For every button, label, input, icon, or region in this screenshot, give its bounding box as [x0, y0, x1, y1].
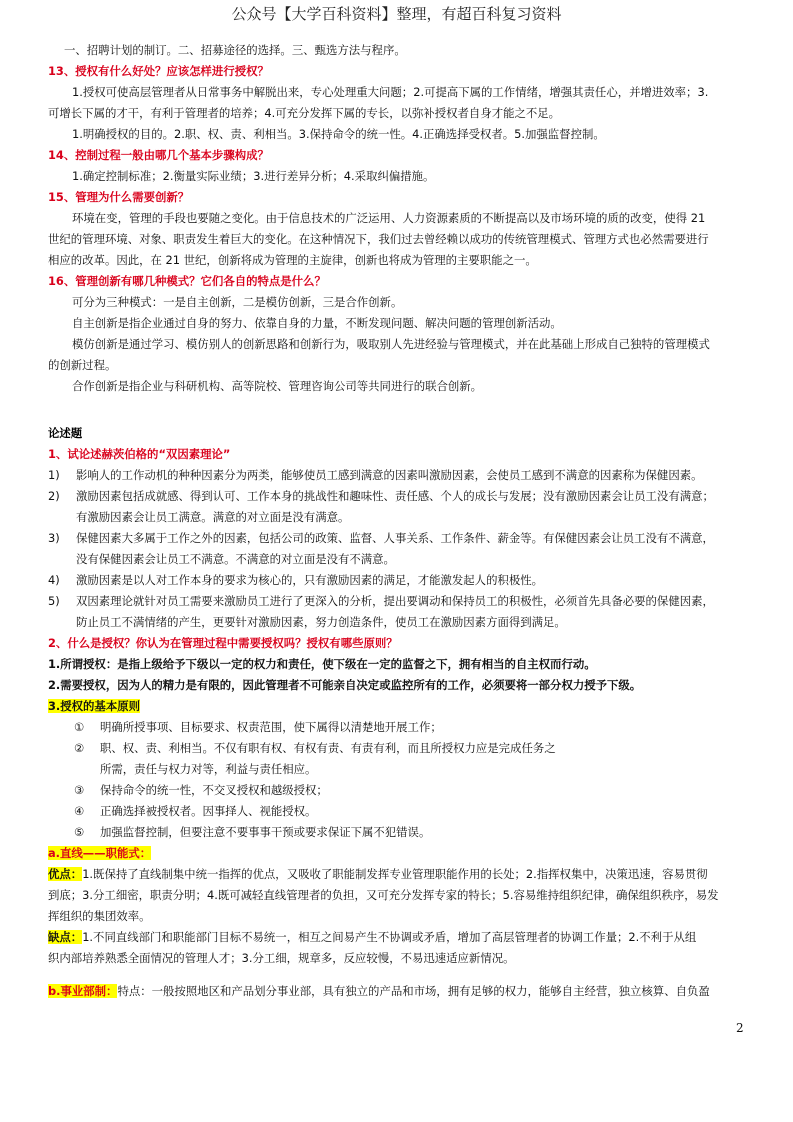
subsection-a-title: a.直线——职能式：	[48, 846, 152, 860]
document-body	[48, 40, 748, 1002]
body-line: 自主创新是指企业通过自身的努力、依靠自身的力量，不断发现问题、解决问题的管理创新活动。	[72, 316, 562, 330]
essay-section-title: 论述题	[48, 426, 83, 440]
principle-item	[48, 717, 748, 738]
principle-item	[48, 738, 748, 759]
item-number: 5)	[48, 594, 60, 608]
item-text: 激励因素是以人对工作本身的要求为核心的，只有激励因素的满足，才能激发起人的积极性。	[76, 573, 544, 587]
item-text: 双因素理论就针对员工需要来激励员工进行了更深入的分析，提出要调动和保持员工的积极性，必须首先具备必要的保健因素，	[76, 594, 714, 608]
item-text: 明确所授事项、目标要求、权责范围，使下属得以清楚地开展工作；	[100, 720, 442, 734]
item-number: ③	[74, 783, 85, 797]
disadvantages-line	[48, 927, 748, 948]
body-line: 可增长下属的才干，有利于管理者的培养；4.可充分发挥下属的专长，以弥补授权者自身才能之不足。	[48, 106, 561, 120]
body-line: 的创新过程。	[48, 358, 117, 372]
body-line: 合作创新是指企业与科研机构、高等院校、管理咨询公司等共同进行的联合创新。	[72, 379, 483, 393]
essay-question-1: 1、试论述赫茨伯格的“双因素理论”	[48, 447, 231, 461]
page-number: 2	[736, 1021, 744, 1035]
subsection-a	[48, 843, 748, 864]
body-line: 1.确定控制标准；2.衡量实际业绩；3.进行差异分析；4.采取纠偏措施。	[72, 169, 435, 183]
item-number: 1)	[48, 468, 60, 482]
body-line: 一、招聘计划的制订。二、招募途径的选择。三、甄选方法与程序。	[64, 43, 406, 57]
item-continuation: 所需，责任与权力对等，利益与责任相应。	[100, 762, 317, 776]
numbered-item	[48, 528, 748, 549]
disadvantages-text: 1.不同直线部门和职能部门目标不易统一，相互之间易产生不协调或矛盾，增加了高层管理者的协调工作量；2.不利于从组	[82, 930, 697, 944]
question-heading-15: 15、管理为什么需要创新？	[48, 190, 190, 204]
item-text: 加强监督控制，但要注意不要事事干预或要求保证下属不犯错误。	[100, 825, 431, 839]
numbered-item	[48, 591, 748, 612]
item-text: 保持命令的统一性，不交叉授权和越级授权；	[100, 783, 328, 797]
principle-item	[48, 780, 748, 801]
question-heading-16: 16、管理创新有哪几种模式？它们各自的特点是什么？	[48, 274, 326, 288]
principle-item	[48, 822, 748, 843]
item-number: ④	[74, 804, 85, 818]
subsection-b-title: b.事业部制：	[48, 984, 118, 998]
advantages-label: 优点：	[48, 867, 83, 881]
body-line: 世纪的管理环境、对象、职责发生着巨大的变化。在这种情况下，我们过去曾经赖以成功的传统管理模式、管理方式也必然需要进行	[48, 232, 709, 246]
item-text: 影响人的工作动机的种种因素分为两类，能够使员工感到满意的因素叫激励因素，会使员工感到不满意的因素称为保健因素。	[76, 468, 703, 482]
body-line: 模仿创新是通过学习、模仿别人的创新思路和创新行为，吸取别人先进经验与管理模式，并在此基础上形成自己独特的管理模式	[72, 337, 710, 351]
numbered-item	[48, 465, 748, 486]
item-continuation: 有激励因素会让员工满意。满意的对立面是没有满意。	[76, 510, 350, 524]
body-line: 1.明确授权的目的。2.职、权、责、利相当。3.保持命令的统一性。4.正确选择受权者。5.加强监督控制。	[72, 127, 605, 141]
numbered-item	[48, 570, 748, 591]
question-heading-14: 14、控制过程一般由哪几个基本步骤构成？	[48, 148, 269, 162]
essay-question-2: 2、什么是授权？你认为在管理过程中需要授权吗？授权有哪些原则？	[48, 636, 398, 650]
principle-item	[48, 801, 748, 822]
item-number: 2)	[48, 489, 60, 503]
item-number: 4)	[48, 573, 60, 587]
advantages-line	[48, 864, 748, 885]
item-text: 职、权、责、利相当。不仅有职有权、有权有责、有责有利，而且所授权力应是完成任务之	[100, 741, 556, 755]
item-number: ⑤	[74, 825, 85, 839]
subsection-b	[48, 981, 748, 1002]
item-text: 正确选择被授权者。因事择人、视能授权。	[100, 804, 317, 818]
body-line: 2.需要授权，因为人的精力是有限的，因此管理者不可能亲自决定或监控所有的工作，必须要将一部分权力授予下级。	[48, 678, 642, 692]
item-number: ①	[74, 720, 85, 734]
body-line: 相应的改革。因此，在 21 世纪，创新将成为管理的主旋律，创新也将成为管理的主要职能之一。	[48, 253, 537, 267]
page-header: 公众号【大学百科资料】整理，有超百科复习资料	[231, 5, 562, 23]
body-line: 织内部培养熟悉全面情况的管理人才；3.分工细，规章多，反应较慢，不易迅速适应新情况。	[48, 951, 515, 965]
disadvantages-label: 缺点：	[48, 930, 83, 944]
item-number: ②	[74, 741, 85, 755]
question-heading-13: 13、授权有什么好处？应该怎样进行授权？	[48, 64, 269, 78]
body-line: 挥组织的集团效率。	[48, 909, 151, 923]
item-continuation: 没有保健因素会让员工不满意。不满意的对立面是没有不满意。	[76, 552, 395, 566]
numbered-item	[48, 486, 748, 507]
advantages-text: 1.既保持了直线制集中统一指挥的优点，又吸收了职能制发挥专业管理职能作用的长处；2.指挥权集中，决策迅速，容易贯彻	[82, 867, 708, 881]
principles-heading-text: 3.授权的基本原则	[48, 699, 140, 713]
item-text: 激励因素包括成就感、得到认可、工作本身的挑战性和趣味性、责任感、个人的成长与发展；没有激励因素会让员工没有满意；	[76, 489, 714, 503]
body-line: 1.所谓授权：是指上级给予下级以一定的权力和责任，使下级在一定的监督之下，拥有相当的自主权而行动。	[48, 657, 596, 671]
body-line: 到底；3.分工细密，职责分明；4.既可减轻直线管理者的负担，又可充分发挥专家的特长；5.容易维持组织纪律，确保组织秩序，易发	[48, 888, 719, 902]
body-line: 可分为三种模式：一是自主创新，二是模仿创新，三是合作创新。	[72, 295, 403, 309]
item-number: 3)	[48, 531, 60, 545]
body-line: 1.授权可使高层管理者从日常事务中解脱出来，专心处理重大问题；2.可提高下属的工作情绪，增强其责任心，并增进效率；3.	[72, 85, 709, 99]
item-continuation: 防止员工不满情绪的产生，更要针对激励因素，努力创造条件，使员工在激励因素方面得到满足。	[76, 615, 566, 629]
subsection-b-text: 特点：一般按照地区和产品划分事业部，具有独立的产品和市场，拥有足够的权力，能够自主经营，独立核算、自负盈	[117, 984, 710, 998]
principles-heading	[48, 696, 748, 717]
body-line: 环境在变，管理的手段也要随之变化。由于信息技术的广泛运用、人力资源素质的不断提高以及市场环境的质的改变，使得 21	[72, 211, 706, 225]
item-text: 保健因素大多属于工作之外的因素，包括公司的政策、监督、人事关系、工作条件、薪金等。有保健因素会让员工没有不满意，	[76, 531, 714, 545]
